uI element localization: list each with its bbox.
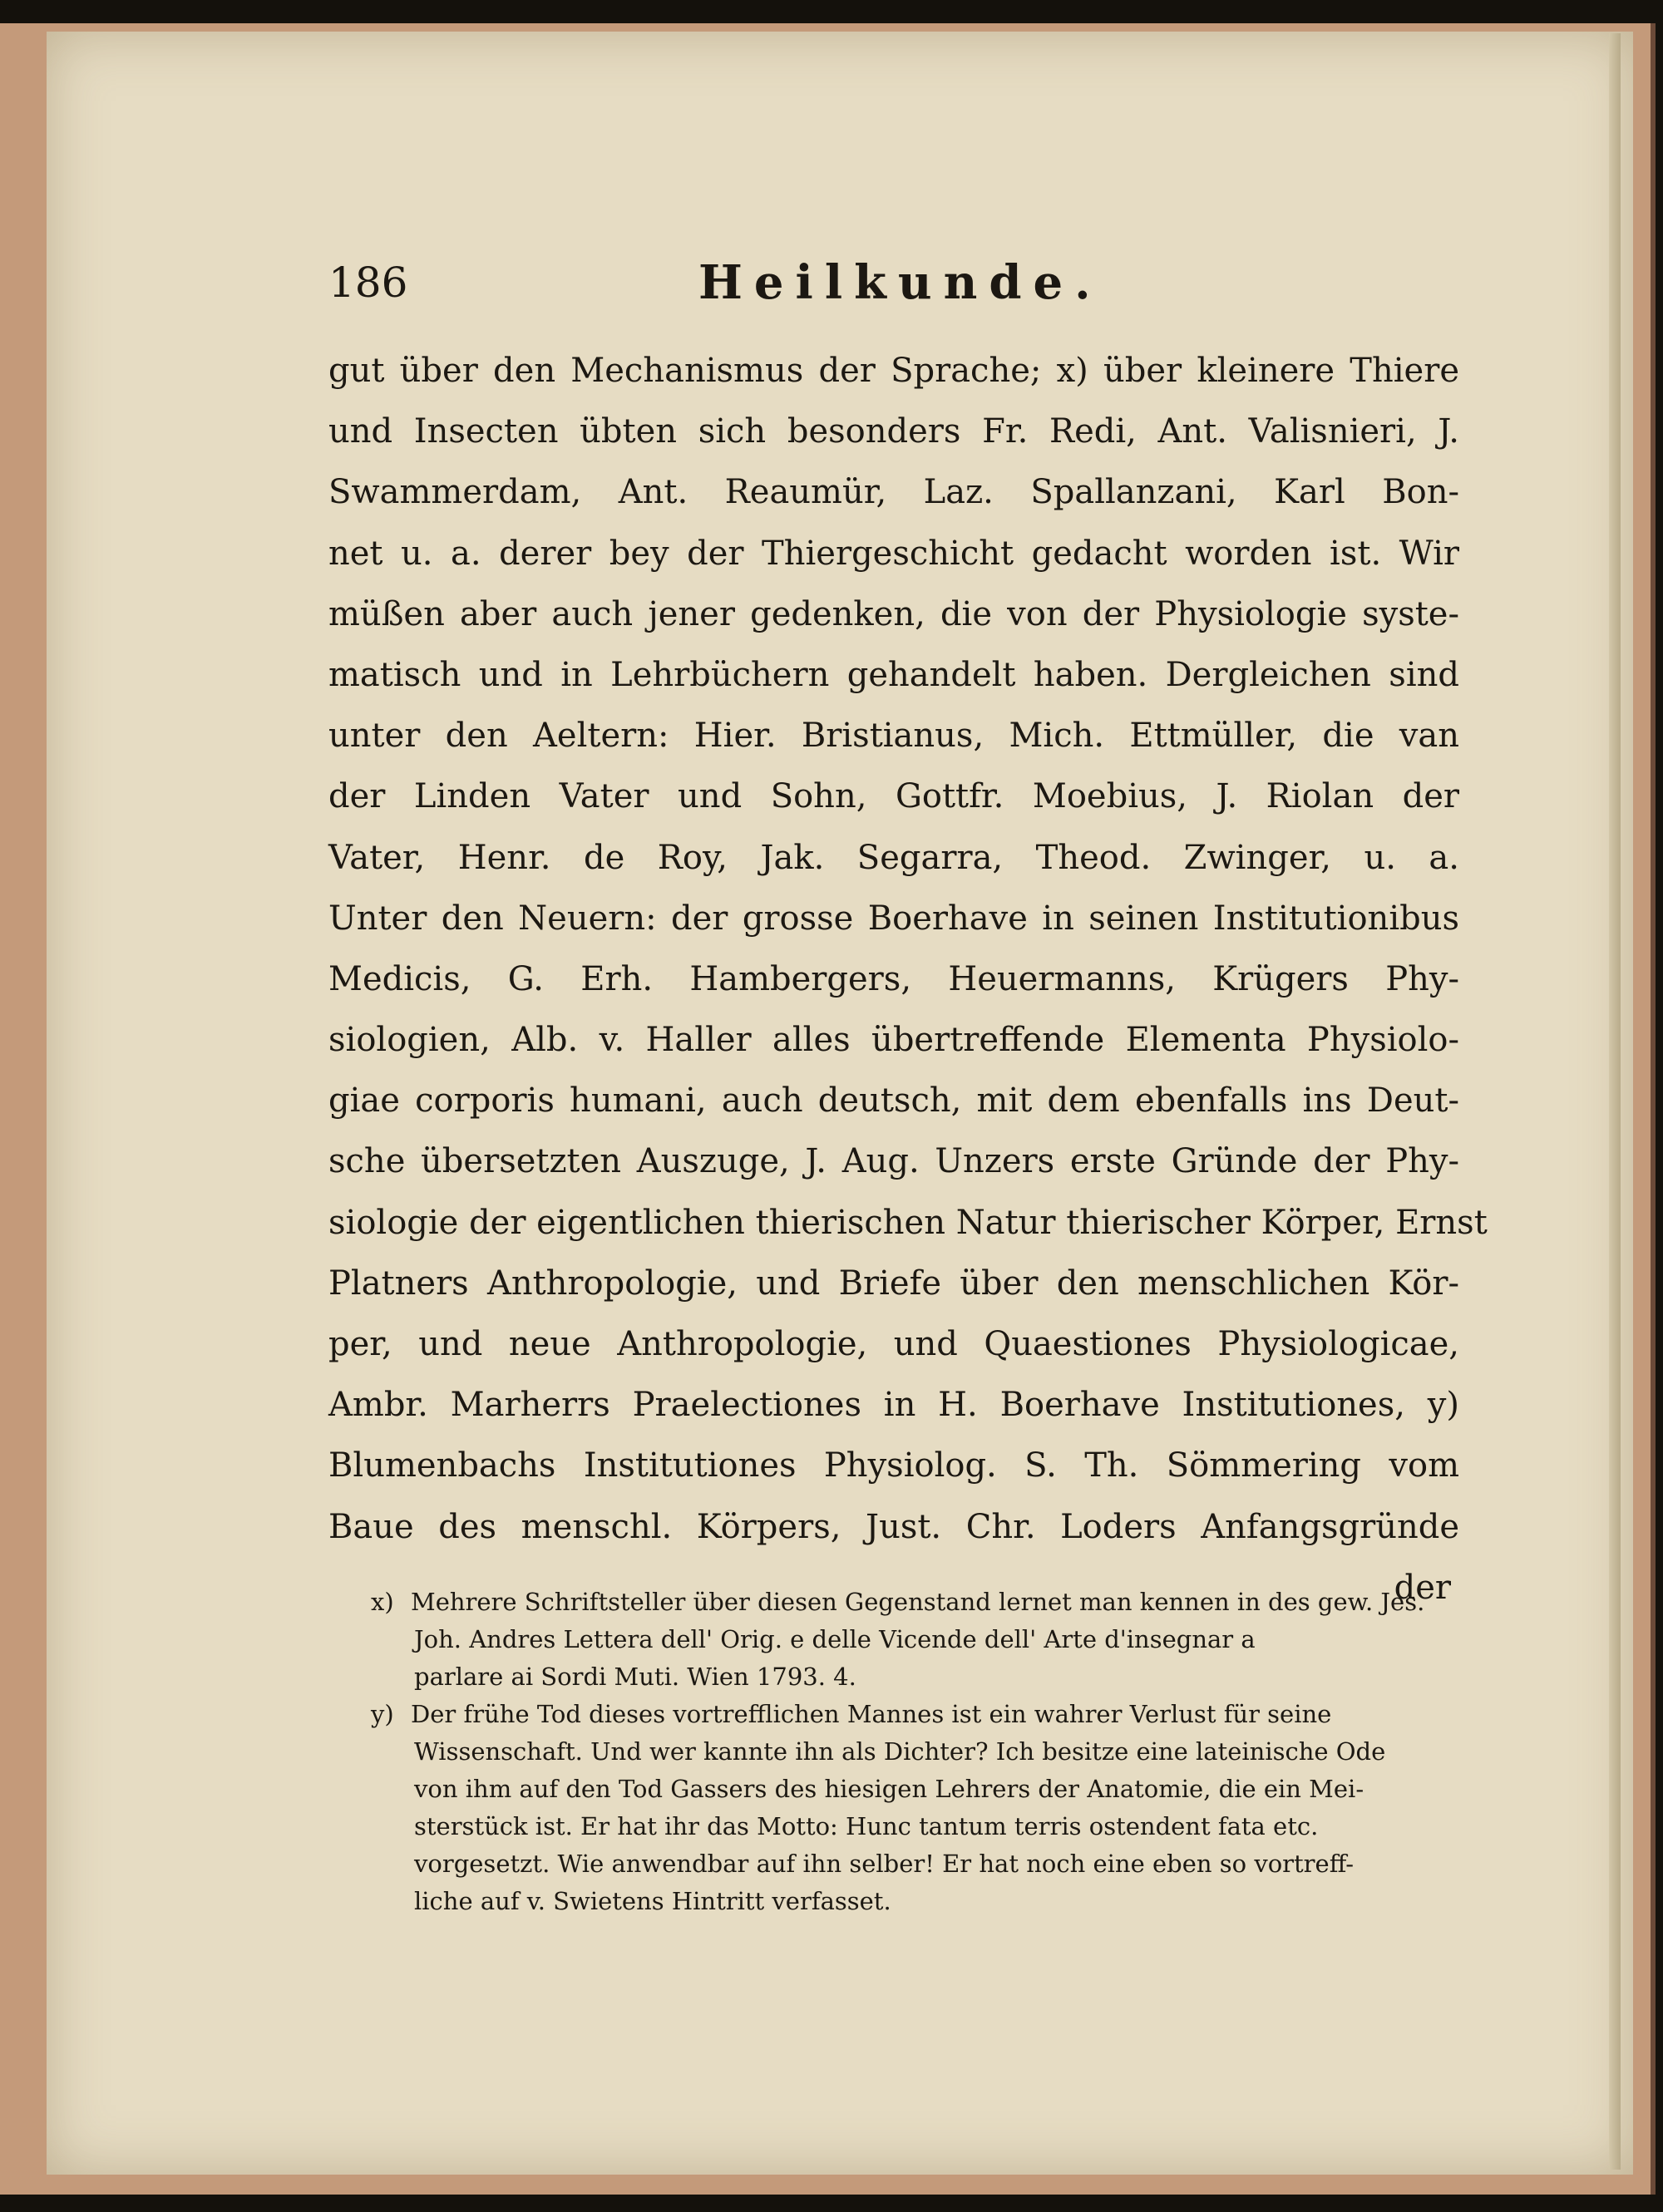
text-line: Medicis, G. Erh. Hambergers, Heuermanns, Krügers Phy- [328, 959, 1459, 998]
text-line: Vater, Henr. de Roy, Jak. Segarra, Theod. Zwinger, u. a. [328, 838, 1459, 877]
page-fore-edge [1609, 33, 1621, 2170]
footnote-line [371, 1584, 1463, 1621]
text-line: per, und neue Anthropologie, und Quaestiones Physiologicae, [328, 1325, 1459, 1363]
footnote-line: parlare ai Sordi Muti. Wien 1793. 4. [414, 1663, 856, 1691]
text-line: siologie der eigentlichen thierischen Natur thierischer Körper, Ernst [328, 1203, 1488, 1242]
footnote-line: Joh. Andres Lettera dell' Orig. e delle Vicende dell' Arte d'insegnar a [414, 1625, 1256, 1653]
text-line: matisch und in Lehrbüchern gehandelt haben. Dergleichen sind [328, 655, 1459, 694]
text-line: Ambr. Marherrs Praelectiones in H. Boerhave Institutiones, y) [328, 1386, 1459, 1425]
page-number: 186 [328, 259, 408, 307]
page-header [328, 254, 1459, 312]
text-line: siologien, Alb. v. Haller alles übertreffende Elementa Physiolo- [328, 1021, 1459, 1060]
running-head: Heilkunde. [698, 255, 1103, 310]
footnote-marker: y) [371, 1700, 394, 1728]
footnote-line: von ihm auf den Tod Gassers des hiesigen Lehrers der Anatomie, die ein Mei- [414, 1775, 1364, 1803]
text-line: Platners Anthropologie, und Briefe über den menschlichen Kör- [328, 1264, 1459, 1303]
text-line: der Linden Vater und Sohn, Gottfr. Moebius, J. Riolan der [328, 777, 1459, 816]
footnotes [371, 1584, 1463, 1920]
text-line: net u. a. derer bey der Thiergeschicht gedacht worden ist. Wir [328, 534, 1459, 573]
footnote-text: Mehrere Schriftsteller über diesen Gegenstand lernet man kennen in des gew. Jes. [411, 1588, 1425, 1616]
text-line: Unter den Neuern: der grosse Boerhave in seinen Institutionibus [328, 899, 1459, 938]
text-line: gut über den Mechanismus der Sprache; x) über kleinere Thiere [328, 352, 1459, 390]
footnote-text: Der frühe Tod dieses vortrefflichen Mannes ist ein wahrer Verlust für seine [411, 1700, 1332, 1728]
text-line: Baue des menschl. Körpers, Just. Chr. Loders Anfangsgründe [328, 1507, 1459, 1546]
catchword: der [1394, 1568, 1451, 1607]
text-line: unter den Aeltern: Hier. Bristianus, Mich. Ettmüller, die van [328, 717, 1459, 756]
text-line: Blumenbachs Institutiones Physiolog. S. Th. Sömmering vom [328, 1446, 1459, 1485]
text-line: sche übersetzten Auszuge, J. Aug. Unzers erste Gründe der Phy- [328, 1142, 1459, 1181]
footnote-marker: x) [371, 1588, 394, 1616]
text-line: und Insecten übten sich besonders Fr. Redi, Ant. Valisnieri, J. [328, 412, 1459, 451]
text-line: giae corporis humani, auch deutsch, mit dem ebenfalls ins Deut- [328, 1081, 1459, 1121]
footnote-line: Wissenschaft. Und wer kannte ihn als Dichter? Ich besitze eine lateinische Ode [414, 1737, 1386, 1766]
main-text [328, 341, 1488, 1618]
footnote-line [371, 1696, 1463, 1733]
footnote-line: sterstück ist. Er hat ihr das Motto: Hunc tantum terris ostendent fata etc. [414, 1812, 1319, 1840]
footnote-line: liche auf v. Swietens Hintritt verfasset. [414, 1887, 891, 1915]
footnote-line: vorgesetzt. Wie anwendbar auf ihn selber! Er hat noch eine eben so vortreff- [414, 1850, 1355, 1878]
text-line: müßen aber auch jener gedenken, die von der Physiologie syste- [328, 594, 1459, 633]
text-line: Swammerdam, Ant. Reaumür, Laz. Spallanzani, Karl Bon- [328, 473, 1459, 512]
